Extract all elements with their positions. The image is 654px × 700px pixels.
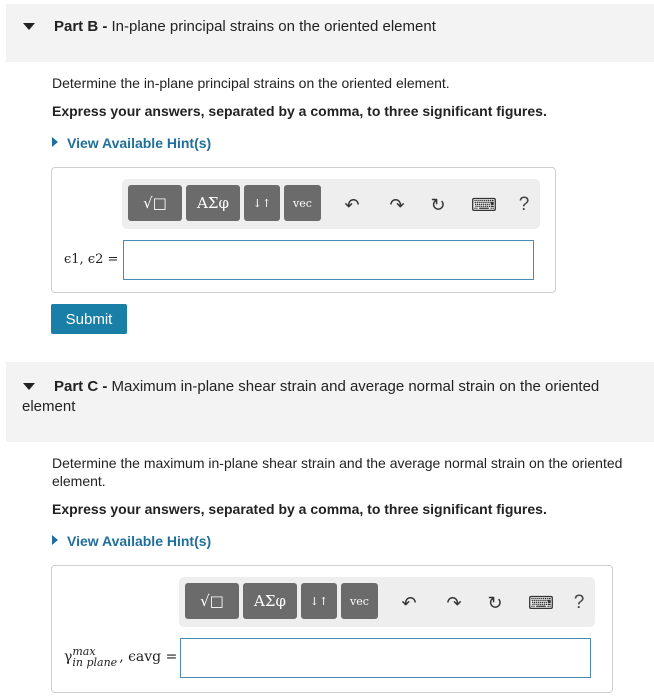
hint-label: View Available Hint(s) (67, 135, 212, 151)
shear-strain-label (64, 646, 177, 668)
vector-button[interactable]: vec (341, 583, 378, 619)
part-c-answer-box (51, 565, 613, 693)
templates-button[interactable]: √□ (128, 185, 182, 221)
submit-button[interactable]: Submit (51, 304, 127, 334)
principal-strain-label: ϵ1, ϵ2 = (64, 252, 119, 267)
vector-button[interactable]: vec (284, 185, 321, 221)
expand-arrow-icon (52, 535, 58, 545)
part-c-label: Part C - (54, 378, 108, 395)
shear-strain-input[interactable] (180, 638, 591, 678)
expand-arrow-icon (52, 137, 58, 147)
principal-strain-input[interactable] (123, 240, 534, 280)
hint-label: View Available Hint(s) (67, 533, 212, 549)
collapse-caret-icon[interactable] (23, 383, 35, 390)
reset-icon[interactable]: ↻ (487, 592, 503, 613)
gamma-superscript: max (72, 645, 96, 658)
part-c-title: Maximum in-plane shear strain and average normal strain on the oriented (107, 378, 600, 395)
part-b-title: In-plane principal strains on the oriented element (107, 18, 436, 35)
gamma-subscript: in plane (72, 656, 118, 669)
reset-icon[interactable]: ↻ (430, 194, 446, 215)
part-c-title-line2: element (22, 398, 76, 415)
math-toolbar (122, 179, 540, 229)
redo-icon[interactable]: ↷ (446, 592, 462, 613)
undo-icon[interactable]: ↶ (401, 592, 417, 613)
math-toolbar (179, 577, 595, 627)
gamma-symbol: γ (64, 649, 73, 665)
collapse-caret-icon[interactable] (23, 23, 35, 30)
avg-strain-label: , ϵavg = (119, 649, 178, 665)
help-icon[interactable]: ? (573, 592, 585, 613)
keyboard-icon[interactable]: ⌨ (528, 592, 554, 613)
part-b-hint-link[interactable] (52, 135, 211, 151)
templates-button[interactable]: √□ (185, 583, 239, 619)
part-c-prompt: Determine the maximum in-plane shear strain and the average normal strain on the oriented element. (52, 455, 623, 489)
undo-icon[interactable]: ↶ (344, 194, 360, 215)
part-b-label: Part B - (54, 18, 108, 35)
arrows-button[interactable]: ↓↑ (301, 583, 337, 619)
part-b-instruction: Express your answers, separated by a comma, to three significant figures. (52, 103, 547, 119)
greek-symbols-button[interactable]: ΑΣφ (186, 185, 240, 221)
redo-icon[interactable]: ↷ (389, 194, 405, 215)
help-icon[interactable]: ? (518, 194, 530, 215)
arrows-button[interactable]: ↓↑ (244, 185, 280, 221)
part-c-hint-link[interactable] (52, 533, 211, 549)
part-c-header[interactable] (6, 362, 654, 442)
part-b-header[interactable] (6, 4, 654, 62)
part-c-instruction: Express your answers, separated by a comma, to three significant figures. (52, 501, 547, 517)
greek-symbols-button[interactable]: ΑΣφ (243, 583, 297, 619)
part-b-answer-box (51, 167, 556, 293)
keyboard-icon[interactable]: ⌨ (471, 194, 497, 215)
part-b-prompt: Determine the in-plane principal strains on the oriented element. (52, 75, 450, 91)
